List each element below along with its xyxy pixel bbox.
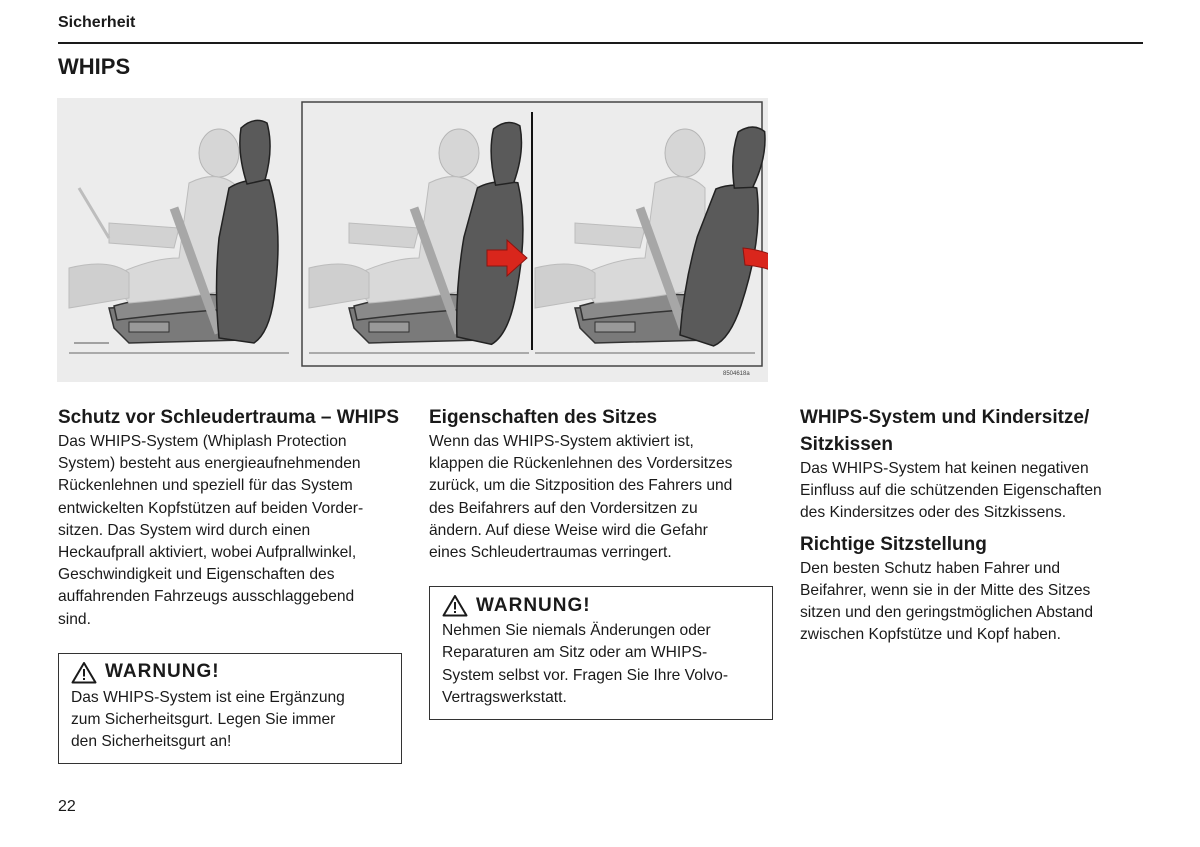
warning-box [429,586,773,720]
section-label: Sicherheit [58,14,136,31]
col3-body-2: Den besten Schutz haben Fahrer und Beifahrer, wenn sie in der Mitte des Sitzes sitzen und den geringstmöglichen Abstand zwischen Kopfstütze und Kopf haben. [800,559,1094,644]
warning-triangle-icon [442,594,468,617]
warning-box [58,653,402,765]
column-3 [800,404,1144,646]
header-rule [58,42,1143,44]
column-1 [58,404,402,764]
col2-body: Wenn das WHIPS-System aktiviert ist, klappen die Rückenlehnen des Vordersitzes zurück, um die Sitzposition des Fahrers und des Beifahrers auf den Vordersitzen zu ändern. Auf diese Weise wird die Gefahr eines Schleudertraumas verringert. [429,433,733,562]
heading-kindersitze: WHIPS-System und Kindersitze/ Sitzkissen [800,407,1090,455]
warning-title: WARNUNG! [476,594,591,616]
col1-body: Das WHIPS-System (Whiplash Protection System) besteht aus energieaufnehmenden Rückenlehnen und speziell für das System entwickelten Kopfstützen auf beiden Vorder- sitzen. Das System wird durch einen Heckaufprall aktiviert, wobei Aufprallwinkel, Geschwindigkeit und Eigenschaften des auffahrenden Fahrzeugs ausschlaggebend sind. [58,433,364,628]
column-2 [429,404,773,720]
heading-eigenschaften: Eigenschaften des Sitzes [429,407,658,428]
page-title: WHIPS [58,54,131,79]
figure-code: 8504618a [723,371,750,377]
warning-triangle-icon [71,661,97,684]
warning-text: Nehmen Sie niemals Änderungen oder Reparaturen am Sitz oder am WHIPS- System selbst vor. Fragen Sie Ihre Volvo- Vertragswerkstatt. [442,622,729,706]
warning-title: WARNUNG! [105,661,220,683]
page-number: 22 [58,798,76,815]
heading-schleudertrauma: Schutz vor Schleudertrauma – WHIPS [58,407,400,428]
col3-body-1: Das WHIPS-System hat keinen negativen Einfluss auf die schützenden Eigenschaften des Kindersitzes oder des Sitzkissens. [800,460,1102,522]
heading-sitzstellung: Richtige Sitzstellung [800,533,987,555]
whips-illustration [57,98,768,382]
warning-text: Das WHIPS-System ist eine Ergänzung zum Sicherheitsgurt. Legen Sie immer den Sicherheitsgurt an! [71,688,345,751]
